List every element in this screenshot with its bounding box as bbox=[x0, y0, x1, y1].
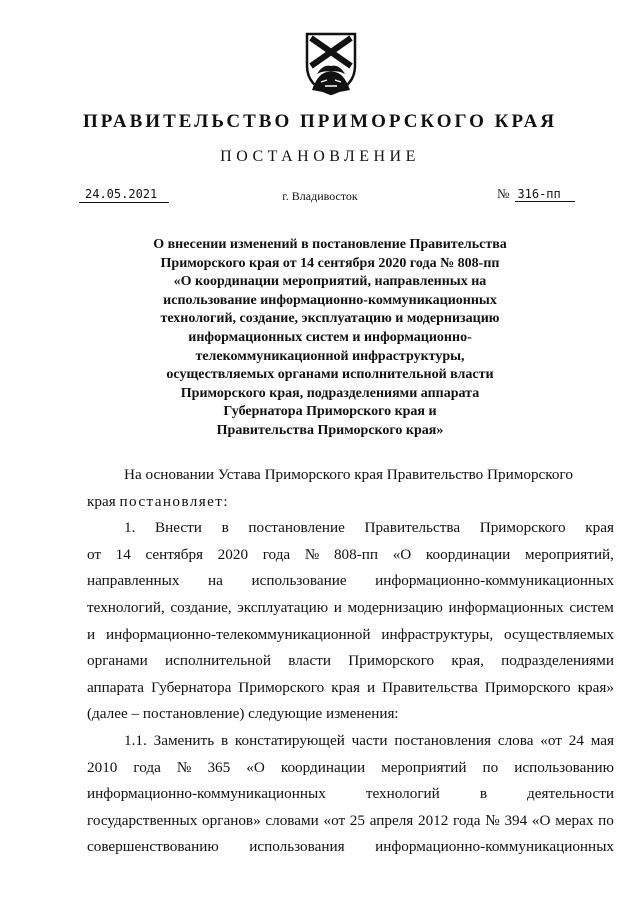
word: 2010 bbox=[87, 758, 118, 776]
word: 394 bbox=[504, 811, 528, 829]
paragraph-1-1-line bbox=[87, 834, 614, 861]
word: инфраструктуры, bbox=[381, 625, 494, 643]
word: и bbox=[366, 678, 376, 696]
intro-line: На основании Устава Приморского края Правительство Приморского bbox=[124, 466, 573, 483]
word: создание, bbox=[170, 598, 232, 616]
word: государственных bbox=[87, 811, 198, 829]
word: «от bbox=[323, 811, 346, 829]
paragraph-1-1-line bbox=[87, 808, 614, 835]
word: 14 bbox=[115, 545, 131, 563]
number-value: 316-пп bbox=[515, 187, 574, 202]
word: аппарата bbox=[87, 678, 145, 696]
word: края» bbox=[577, 678, 614, 696]
word: постановление bbox=[248, 519, 345, 537]
word: координации bbox=[280, 758, 366, 776]
word: органов» bbox=[202, 811, 261, 829]
word: деятельности bbox=[527, 785, 614, 803]
intro-line-2 bbox=[87, 489, 614, 516]
title-line: информационных систем и информационно- bbox=[188, 329, 472, 345]
word: «О bbox=[531, 811, 551, 829]
word: Приморского bbox=[484, 678, 571, 696]
word: 25 bbox=[349, 811, 365, 829]
resolves-word: постановляет: bbox=[119, 492, 229, 510]
title-line: телекоммуникационной инфраструктуры, bbox=[195, 348, 465, 364]
word: Правительства bbox=[364, 519, 461, 537]
title-line: Приморского края, подразделениями аппарата bbox=[180, 385, 480, 401]
word: в bbox=[220, 731, 229, 749]
document-type: ПОСТАНОВЛЕНИЕ bbox=[220, 148, 420, 165]
word: мерах bbox=[555, 811, 594, 829]
paragraph-1-line bbox=[87, 622, 614, 649]
word: постановления bbox=[394, 731, 492, 749]
word: на bbox=[208, 572, 223, 590]
word: мая bbox=[590, 731, 614, 749]
word: мероприятий, bbox=[524, 545, 614, 563]
word: 1. bbox=[124, 519, 136, 537]
word: «от bbox=[540, 731, 562, 749]
word: 2020 bbox=[217, 545, 249, 563]
word: использования bbox=[249, 838, 345, 856]
word: информационно-коммуникационных bbox=[375, 572, 614, 590]
word: слова bbox=[497, 731, 534, 749]
document-number bbox=[497, 186, 579, 202]
title-line: технологий, создание, эксплуатацию и модернизацию bbox=[160, 311, 500, 327]
word: в bbox=[221, 519, 229, 537]
title-line: Губернатора Приморского края и bbox=[223, 404, 437, 420]
paragraph-1-line bbox=[87, 542, 614, 569]
title-line: осуществляемых органами исполнительной власти bbox=[166, 367, 494, 383]
word: Губернатора bbox=[151, 678, 232, 696]
word: Внести bbox=[155, 519, 202, 537]
word: № bbox=[304, 545, 320, 563]
word: систем bbox=[569, 598, 614, 616]
paragraph-1-line bbox=[87, 568, 614, 595]
word: года bbox=[453, 811, 481, 829]
word: власти bbox=[288, 652, 332, 670]
word: 2012 bbox=[417, 811, 449, 829]
word: органами bbox=[87, 652, 148, 670]
word: словами bbox=[265, 811, 319, 829]
word: Приморского bbox=[479, 519, 566, 537]
word: подразделениями bbox=[501, 652, 614, 670]
paragraph-1-line bbox=[87, 675, 614, 702]
number-label: № bbox=[497, 186, 510, 201]
word: апреля bbox=[369, 811, 414, 829]
word: части bbox=[351, 731, 388, 749]
word: направленных bbox=[87, 572, 180, 590]
word: края bbox=[585, 519, 614, 537]
document-title bbox=[120, 236, 540, 441]
word: по bbox=[482, 758, 499, 776]
word: координации bbox=[425, 545, 511, 563]
word: и bbox=[87, 625, 96, 643]
word: осуществляемых bbox=[504, 625, 614, 643]
word: 808-пп bbox=[333, 545, 379, 563]
paragraph-1-1-line bbox=[87, 728, 614, 755]
paragraph-1-1-line bbox=[87, 755, 614, 782]
word: исполнительной bbox=[165, 652, 271, 670]
title-line: Приморского края от 14 сентября 2020 года № 808-пп bbox=[160, 255, 500, 271]
word: Приморского bbox=[348, 652, 435, 670]
organization-title: ПРАВИТЕЛЬСТВО ПРИМОРСКОГО КРАЯ bbox=[82, 111, 558, 132]
title-line: О внесении изменений в постановление Правительства bbox=[153, 237, 507, 252]
paragraph-1-line bbox=[87, 648, 614, 675]
coat-of-arms-icon bbox=[303, 30, 359, 96]
word: «О bbox=[246, 758, 265, 776]
title-line: «О координации мероприятий, направленных на bbox=[173, 274, 487, 290]
title-line: Правительства Приморского края» bbox=[216, 422, 444, 438]
word: края bbox=[331, 678, 360, 696]
word: 24 bbox=[568, 731, 584, 749]
word: Приморского bbox=[238, 678, 325, 696]
word: информационных bbox=[448, 598, 564, 616]
word: Правительства bbox=[382, 678, 478, 696]
word: эксплуатацию bbox=[237, 598, 329, 616]
document-city: г. Владивосток bbox=[282, 189, 358, 203]
word: использованию bbox=[514, 758, 614, 776]
document-date: 24.05.2021 bbox=[79, 186, 169, 203]
word: «О bbox=[392, 545, 412, 563]
word: сентября bbox=[145, 545, 204, 563]
word: использование bbox=[251, 572, 347, 590]
word: технологий bbox=[365, 785, 440, 803]
word: от bbox=[87, 545, 102, 563]
word: 365 bbox=[207, 758, 231, 776]
word: по bbox=[598, 811, 614, 829]
paragraph-1-line bbox=[87, 515, 614, 542]
word: информационно-телекоммуникационной bbox=[106, 625, 371, 643]
word: совершенствованию bbox=[87, 838, 219, 856]
word: 1.1. bbox=[124, 731, 147, 749]
word: № bbox=[176, 758, 192, 776]
word: технологий, bbox=[87, 598, 165, 616]
paragraph-1-last-line: (далее – постановление) следующие изменения: bbox=[87, 705, 399, 723]
word: года bbox=[262, 545, 291, 563]
word: информационно-коммуникационных bbox=[87, 785, 326, 803]
document-body bbox=[87, 462, 614, 861]
word: констатирующей bbox=[234, 731, 345, 749]
word: и bbox=[333, 598, 342, 616]
word: информационно-коммуникационных bbox=[375, 838, 614, 856]
word: края, bbox=[451, 652, 484, 670]
word: мероприятий bbox=[381, 758, 467, 776]
paragraph-1-1-line bbox=[87, 781, 614, 808]
word: модернизацию bbox=[347, 598, 443, 616]
word: года bbox=[133, 758, 161, 776]
intro-word: края bbox=[87, 492, 116, 510]
paragraph-1-line bbox=[87, 595, 614, 622]
word: в bbox=[479, 785, 487, 803]
title-line: использование информационно-коммуникационных bbox=[163, 292, 497, 308]
word: Заменить bbox=[153, 731, 215, 749]
word: № bbox=[485, 811, 500, 829]
